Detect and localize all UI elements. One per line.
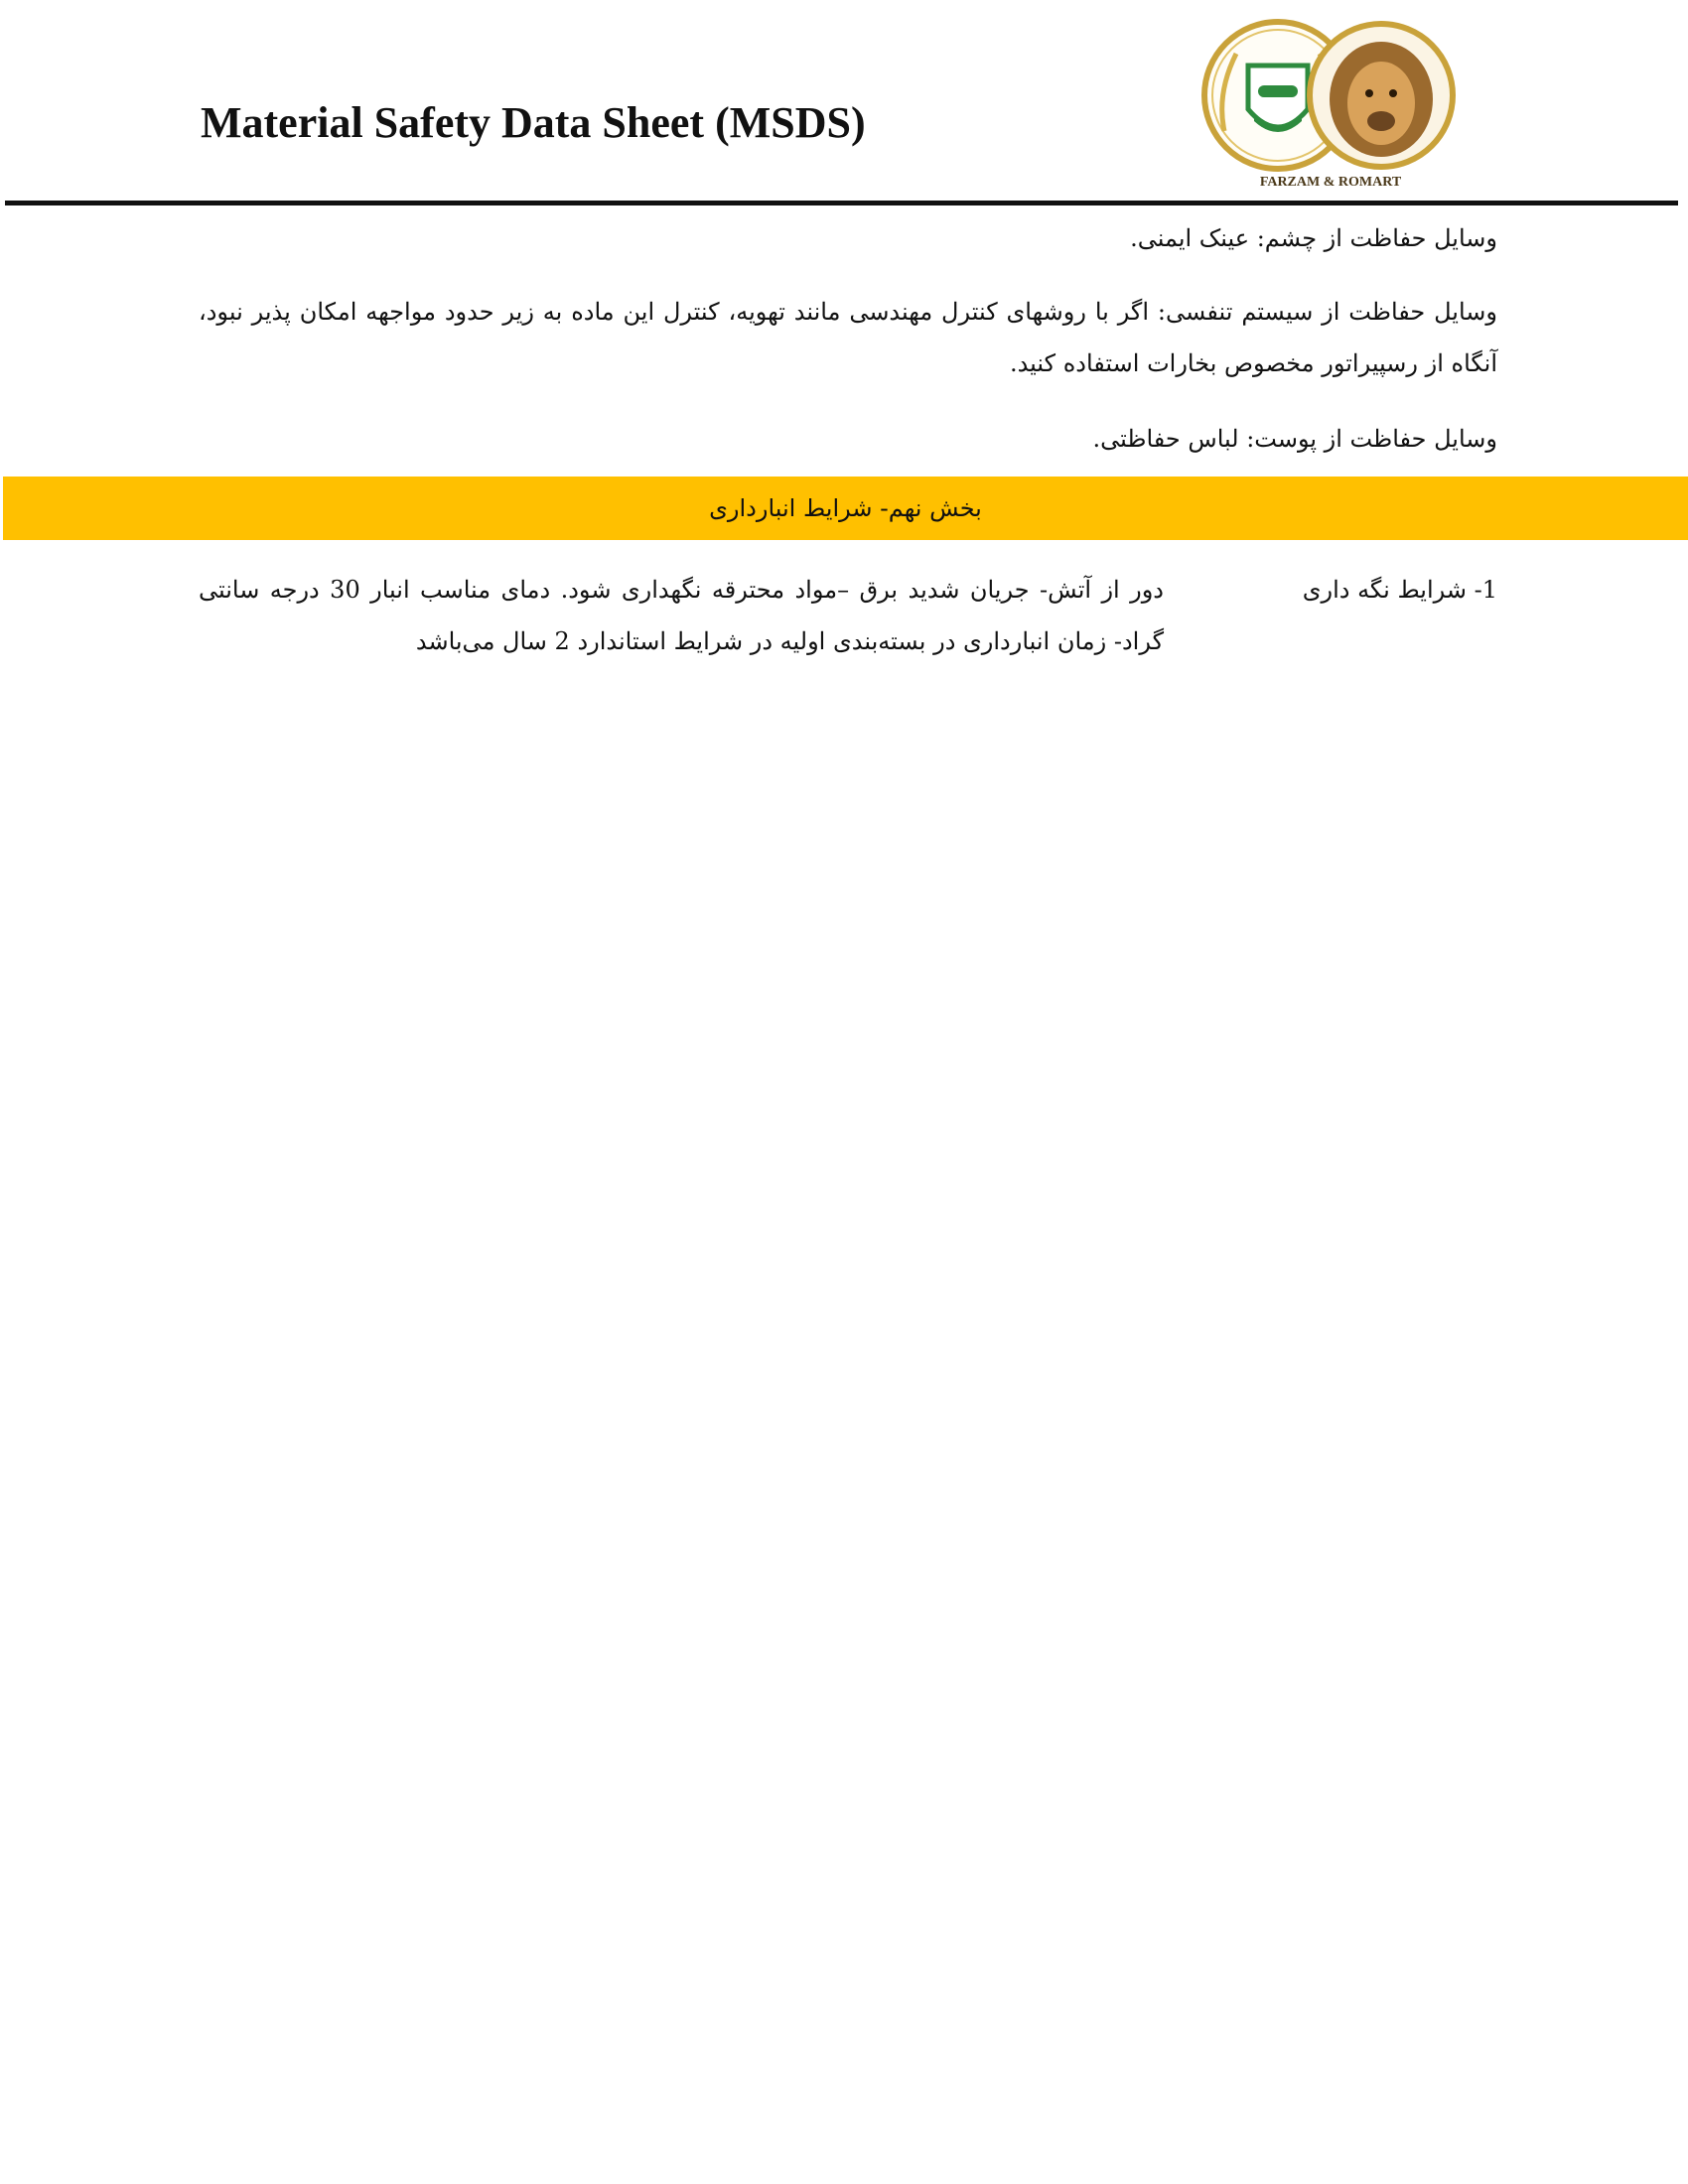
logo-brand-text: FARZAM & ROMART bbox=[1259, 175, 1402, 190]
header-divider bbox=[5, 201, 1678, 205]
section-9-title: بخش نهم- شرایط انبارداری bbox=[709, 494, 982, 522]
eye-protection-text: وسایل حفاظت از چشم: عینک ایمنی. bbox=[1130, 224, 1497, 252]
skin-protection-text: وسایل حفاظت از پوست: لباس حفاظتی. bbox=[1092, 425, 1497, 453]
storage-conditions-label: 1- شرایط نگه داری bbox=[1302, 576, 1497, 604]
storage-conditions-value: دور از آتش- جریان شدید برق –مواد محترقه نگهداری شود. دمای مناسب انبار 30 درجه سانتی گراد- زمان انبارداری در بسته‌بندی اولیه در شرایط استاندارد 2 سال می‌باشد bbox=[199, 576, 1164, 655]
page-title: Material Safety Data Sheet (MSDS) bbox=[201, 98, 866, 147]
section-9-header bbox=[3, 477, 1688, 540]
respiratory-protection-text: وسایل حفاظت از سیستم تنفسی: اگر با روشهای کنترل مهندسی مانند تهویه، کنترل این ماده به زیر حدود مواجهه امکان پذیر نبود، آنگاه از رسپیراتور مخصوص بخارات استفاده کنید. bbox=[199, 298, 1497, 377]
